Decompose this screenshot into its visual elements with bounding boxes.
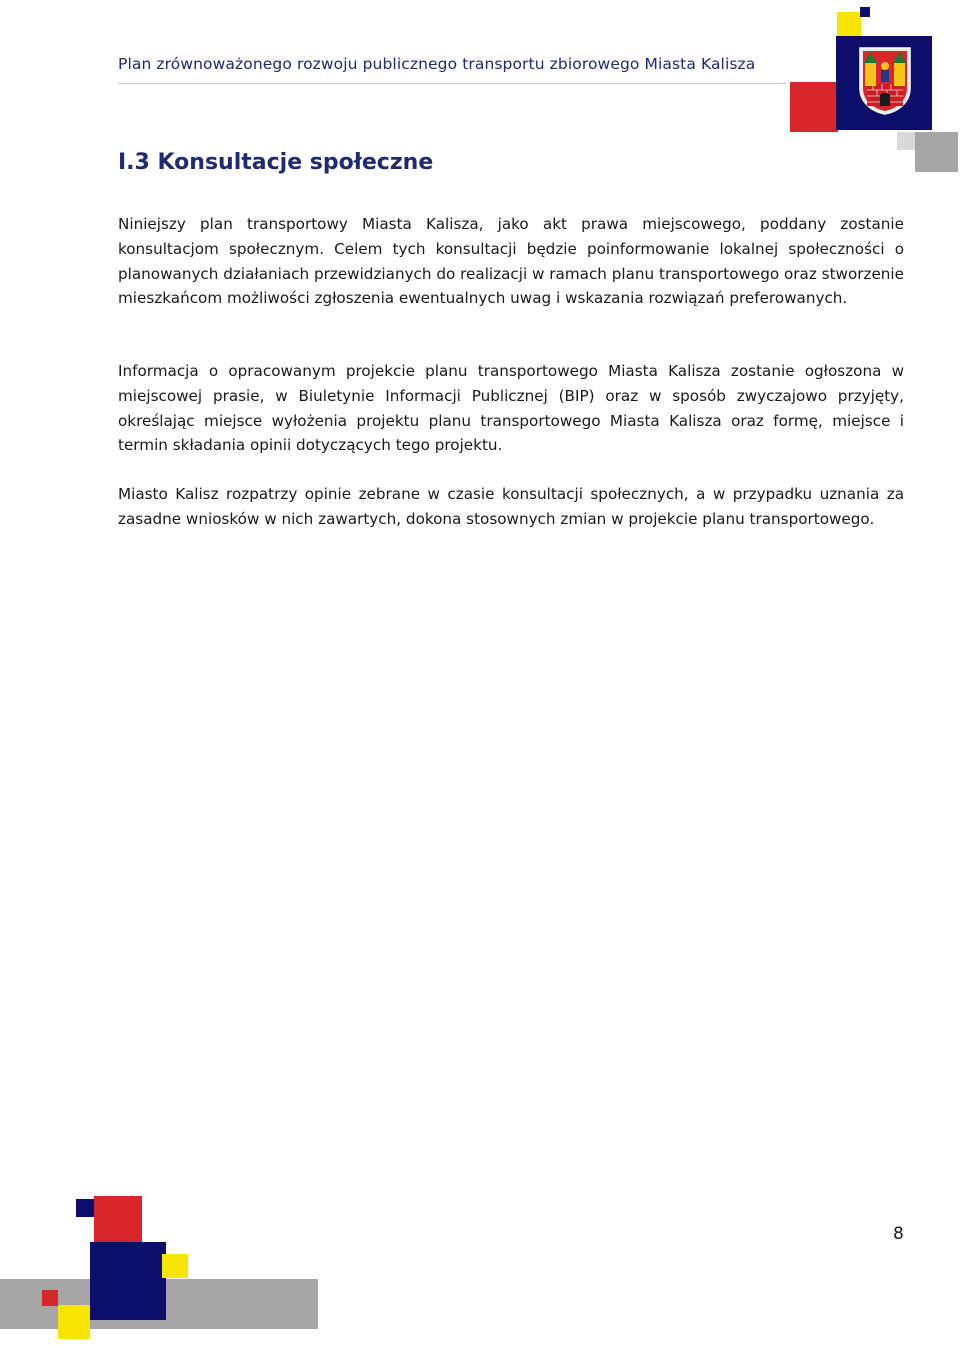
deco-yellow-square-bottom-left <box>58 1305 90 1339</box>
page-number: 8 <box>893 1224 904 1244</box>
document-header-title: Plan zrównoważonego rozwoju publicznego transportu zbiorowego Miasta Kalisza <box>118 55 756 73</box>
deco-gray-square-bottom <box>915 132 958 172</box>
deco-yellow-square-bottom-right <box>162 1254 188 1278</box>
paragraph-consultation-intro: Niniejszy plan transportowy Miasta Kalisza, jako akt prawa miejscowego, poddany zostanie konsultacjom społecznym. Celem tych konsultacji będzie poinformowanie lokalnej społeczności o planowanych działaniach przewidzianych do realizacji w ramach planu transportowego oraz stworzenie mieszkańcom możliwości zgłoszenia ewentualnych uwag i wskazania rozwiązań preferowanych. <box>118 215 904 308</box>
deco-navy-large-square-bottom <box>90 1242 166 1320</box>
deco-light-gray-square <box>897 132 915 150</box>
paragraph-publication-info: Informacja o opracowanym projekcie planu transportowego Miasta Kalisza zostanie ogłoszona w miejscowej prasie, w Biuletynie Informacji Publicznej (BIP) oraz w sposób zwyczajowo przyjęty, określając miejsce wyłożenia projektu planu transportowego Miasta Kalisza oraz formę, miejsce i termin składania opinii dotyczących tego projektu. <box>118 362 904 455</box>
kalisz-coat-of-arms-icon <box>856 44 914 116</box>
section-heading: I.3 Konsultacje społeczne <box>118 150 434 175</box>
deco-red-square-left <box>790 82 838 132</box>
paragraph-review-of-opinions: Miasto Kalisz rozpatrzy opinie zebrane w czasie konsultacji społecznych, a w przypadku uznania za zasadne wniosków w nich zawartych, dokona stosownych zmian w projekcie planu transportowego. <box>118 485 904 528</box>
deco-yellow-square-top <box>837 12 861 36</box>
deco-red-small-square-bottom <box>42 1290 58 1306</box>
deco-navy-small-square-bottom <box>76 1199 94 1217</box>
deco-navy-small-square-top <box>860 7 870 17</box>
deco-red-square-bottom <box>94 1196 142 1242</box>
header-divider <box>118 83 786 84</box>
